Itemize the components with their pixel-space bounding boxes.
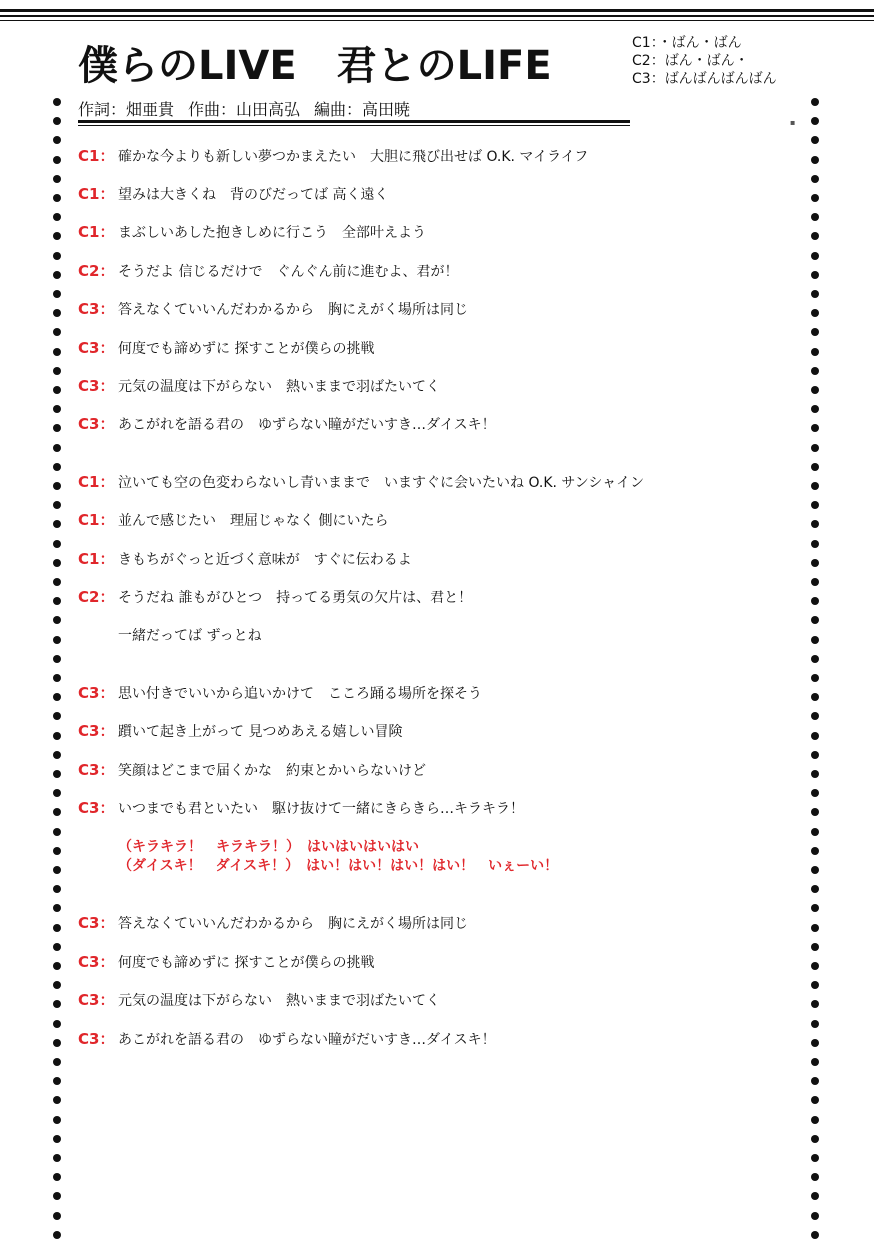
lyric-line <box>78 912 468 934</box>
singer-tag: C3： <box>78 799 115 817</box>
lyric-line <box>78 145 588 167</box>
lyric-text: 笑顔はどこまで届くかな 約束とかいらないけど <box>118 763 426 779</box>
lyric-line <box>78 548 412 570</box>
legend-parts: ばん・ばん・ <box>664 53 749 69</box>
lyric-line <box>78 260 458 282</box>
singer-tag: C1： <box>78 147 115 165</box>
legend-row-c3: C3：ばんばんばんばん <box>632 71 777 87</box>
lyric-text: 何度でも諦めずに 探すことが僕らの挑戦 <box>118 955 375 971</box>
singer-tag: C1： <box>78 223 115 241</box>
singer-tag: C3： <box>78 415 115 433</box>
lyric-line <box>78 375 440 397</box>
lyric-text: 躓いて起き上がって 見つめあえる嬉しい冒険 <box>118 724 403 740</box>
lyricist-credit: 作詞：畑亜貴 <box>78 100 175 119</box>
singer-tag: C3： <box>78 914 115 932</box>
lyric-text: 確かな今よりも新しい夢つかまえたい 大胆に飛び出せば O.K. マイライフ <box>118 149 589 165</box>
lyric-line <box>78 1028 496 1050</box>
call-line: （キラキラ！ キラキラ！） はいはいはいはい <box>118 839 419 855</box>
singer-tag: C3： <box>78 953 115 971</box>
lyric-line <box>78 471 644 493</box>
call-line: （ダイスキ！ ダイスキ！） はい！はい！はい！はい！ いぇーい！ <box>118 858 559 874</box>
lyric-line <box>78 298 468 320</box>
singer-tag: C1： <box>78 185 115 203</box>
lyric-text: そうだね 誰もがひとつ 持ってる勇気の欠片は、君と！ <box>118 590 473 606</box>
legend-singer: C1 <box>632 35 651 51</box>
lyric-line <box>78 682 482 704</box>
legend-singer: C2 <box>632 53 651 69</box>
singer-tag: C3： <box>78 991 115 1009</box>
lyric-line <box>78 797 524 819</box>
legend-parts: ばんばんばんばん <box>664 71 777 87</box>
lyric-line <box>78 337 374 359</box>
singer-tag: C1： <box>78 511 115 529</box>
lyric-text: 望みは大きくね 背のびだってば 高く遠く <box>118 187 389 203</box>
lyric-line <box>78 509 388 531</box>
lyric-text: 何度でも諦めずに 探すことが僕らの挑戦 <box>118 341 375 357</box>
lyric-line <box>78 586 472 608</box>
lyric-text: 泣いても空の色変わらないし青いままで いますぐに会いたいね O.K. サンシャイン <box>118 475 645 491</box>
lyric-line <box>118 625 262 647</box>
legend-parts: ・ばん・ばん <box>657 35 742 51</box>
lyric-line <box>78 183 388 205</box>
singer-tag: C3： <box>78 377 115 395</box>
singer-tag: C1： <box>78 550 115 568</box>
legend-row-c2: C2：ばん・ばん・ <box>632 53 749 69</box>
singer-tag: C3： <box>78 761 115 779</box>
lyric-text: 並んで感じたい 理屈じゃなく 側にいたら <box>118 513 389 529</box>
lyric-line <box>78 989 440 1011</box>
lyric-text: あこがれを語る君の ゆずらない瞳がだいすき…ダイスキ！ <box>118 417 496 433</box>
lyric-text: 元気の温度は下がらない 熱いままで羽ばたいてく <box>118 379 440 395</box>
lyric-text: きもちがぐっと近づく意味が すぐに伝わるよ <box>118 552 412 568</box>
small-mark: ▪ <box>790 118 796 127</box>
lyric-text: いつまでも君といたい 駆け抜けて一緒にきらきら…キラキラ！ <box>118 801 524 817</box>
arranger-credit: 編曲：高田暁 <box>314 100 411 119</box>
lyric-line <box>78 720 402 742</box>
composer-credit: 作曲：山田高弘 <box>188 100 301 119</box>
singer-tag: C2： <box>78 262 115 280</box>
legend-singer: C3 <box>632 71 651 87</box>
singer-tag: C3： <box>78 339 115 357</box>
lyric-text: 答えなくていいんだわかるから 胸にえがく場所は同じ <box>118 302 468 318</box>
lyric-line <box>78 413 496 435</box>
singer-tag: C2： <box>78 588 115 606</box>
lyric-line <box>78 951 374 973</box>
lyric-text: 一緒だってば ずっとね <box>118 628 262 644</box>
singer-tag: C1： <box>78 473 115 491</box>
singer-tag: C3： <box>78 1030 115 1048</box>
lyric-line <box>78 759 426 781</box>
singer-tag: C3： <box>78 300 115 318</box>
legend-row-c1: C1：・ばん・ばん <box>632 35 742 51</box>
singer-tag: C3： <box>78 722 115 740</box>
lyric-text: まぶしいあした抱きしめに行こう 全部叶えよう <box>118 225 426 241</box>
lyric-text: そうだよ 信じるだけで ぐんぐん前に進むよ、君が！ <box>118 264 459 280</box>
lyric-line <box>78 221 426 243</box>
lyric-text: 答えなくていいんだわかるから 胸にえがく場所は同じ <box>118 916 468 932</box>
lyric-text: 元気の温度は下がらない 熱いままで羽ばたいてく <box>118 993 440 1009</box>
singer-tag: C3： <box>78 684 115 702</box>
lyric-text: 思い付きでいいから追いかけて こころ踊る場所を探そう <box>118 686 482 702</box>
lyric-text: あこがれを語る君の ゆずらない瞳がだいすき…ダイスキ！ <box>118 1032 496 1048</box>
song-title: 僕らのLIVE 君とのLIFE <box>78 43 552 89</box>
